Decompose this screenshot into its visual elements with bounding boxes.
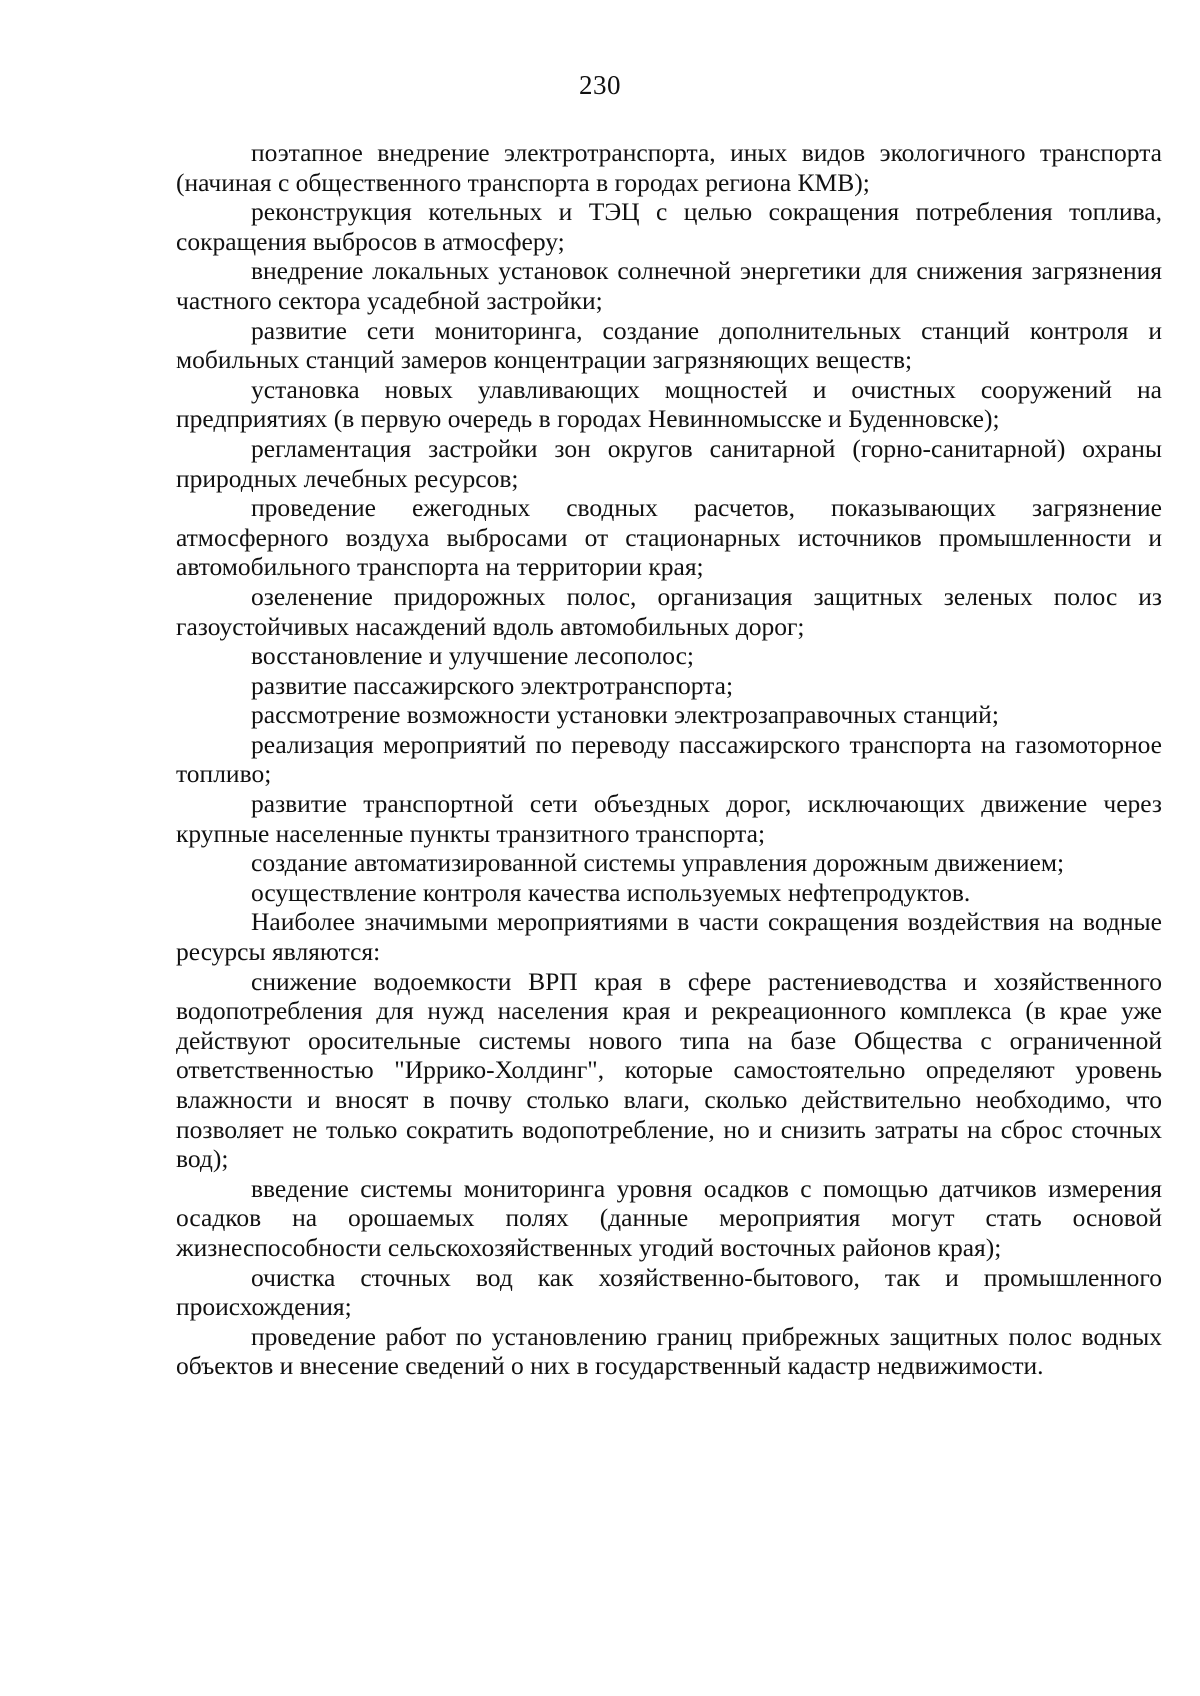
paragraph: Наиболее значимыми мероприятиями в части сокращения воздействия на водные ресурсы являются: [176, 907, 1162, 967]
paragraph: озеленение придорожных полос, организация защитных зеленых полос из газоустойчивых насаждений вдоль автомобильных дорог; [176, 581, 1162, 641]
paragraph: развитие пассажирского электротранспорта; [251, 670, 734, 700]
paragraph: реконструкция котельных и ТЭЦ с целью сокращения потребления топлива, сокращения выбросов в атмосферу; [176, 197, 1162, 256]
paragraph: восстановление и улучшение лесополос; [251, 641, 695, 671]
paragraph: развитие транспортной сети объездных дорог, исключающих движение через крупные населенные пункты транзитного транспорта; [176, 789, 1162, 848]
paragraph: рассмотрение возможности установки электрозаправочных станций; [251, 700, 999, 730]
paragraph: осуществление контроля качества используемых нефтепродуктов. [251, 877, 971, 907]
paragraph: установка новых улавливающих мощностей и очистных сооружений на предприятиях (в первую очередь в городах Невинномысске и Буденновске); [176, 374, 1162, 434]
page-number: 230 [579, 70, 621, 100]
paragraph: реализация мероприятий по переводу пассажирского транспорта на газомоторное топливо; [176, 729, 1162, 789]
paragraph: создание автоматизированной системы управления дорожным движением; [251, 848, 1065, 878]
paragraph: проведение работ по установлению границ прибрежных защитных полос водных объектов и внесение сведений о них в государственный кадастр недвижимости. [176, 1321, 1162, 1381]
paragraph: введение системы мониторинга уровня осадков с помощью датчиков измерения осадков на орошаемых полях (данные мероприятия могут стать основой жизнеспособности сельскохозяйственных угодий восточных районов края); [176, 1173, 1162, 1262]
paragraph: очистка сточных вод как хозяйственно-бытового, так и промышленного происхождения; [176, 1262, 1162, 1322]
body-text [176, 138, 1162, 1381]
paragraph: проведение ежегодных сводных расчетов, показывающих загрязнение атмосферного воздуха выбросами от стационарных источников промышленности и автомобильного транспорта на территории края; [176, 493, 1162, 582]
paragraph: развитие сети мониторинга, создание дополнительных станций контроля и мобильных станций замеров концентрации загрязняющих веществ; [176, 315, 1162, 375]
paragraph: внедрение локальных установок солнечной энергетики для снижения загрязнения частного сектора усадебной застройки; [176, 256, 1162, 315]
paragraph: поэтапное внедрение электротранспорта, иных видов экологичного транспорта (начиная с общественного транспорта в городах региона КМВ); [176, 138, 1162, 197]
paragraph: регламентация застройки зон округов санитарной (горно-санитарной) охраны природных лечебных ресурсов; [176, 433, 1162, 493]
paragraph: снижение водоемкости ВРП края в сфере растениеводства и хозяйственного водопотребления для нужд населения края и рекреационного комплекса (в крае уже действуют оросительные системы нового типа на базе Общества с ограниченной ответственностью "Иррико-Холдинг", которые самостоятельно определяют уровень влажности и вносят в почву столько влаги, сколько действительно необходимо, что позволяет не только сократить водопотребление, но и снизить затраты на сброс сточных вод); [176, 966, 1162, 1174]
